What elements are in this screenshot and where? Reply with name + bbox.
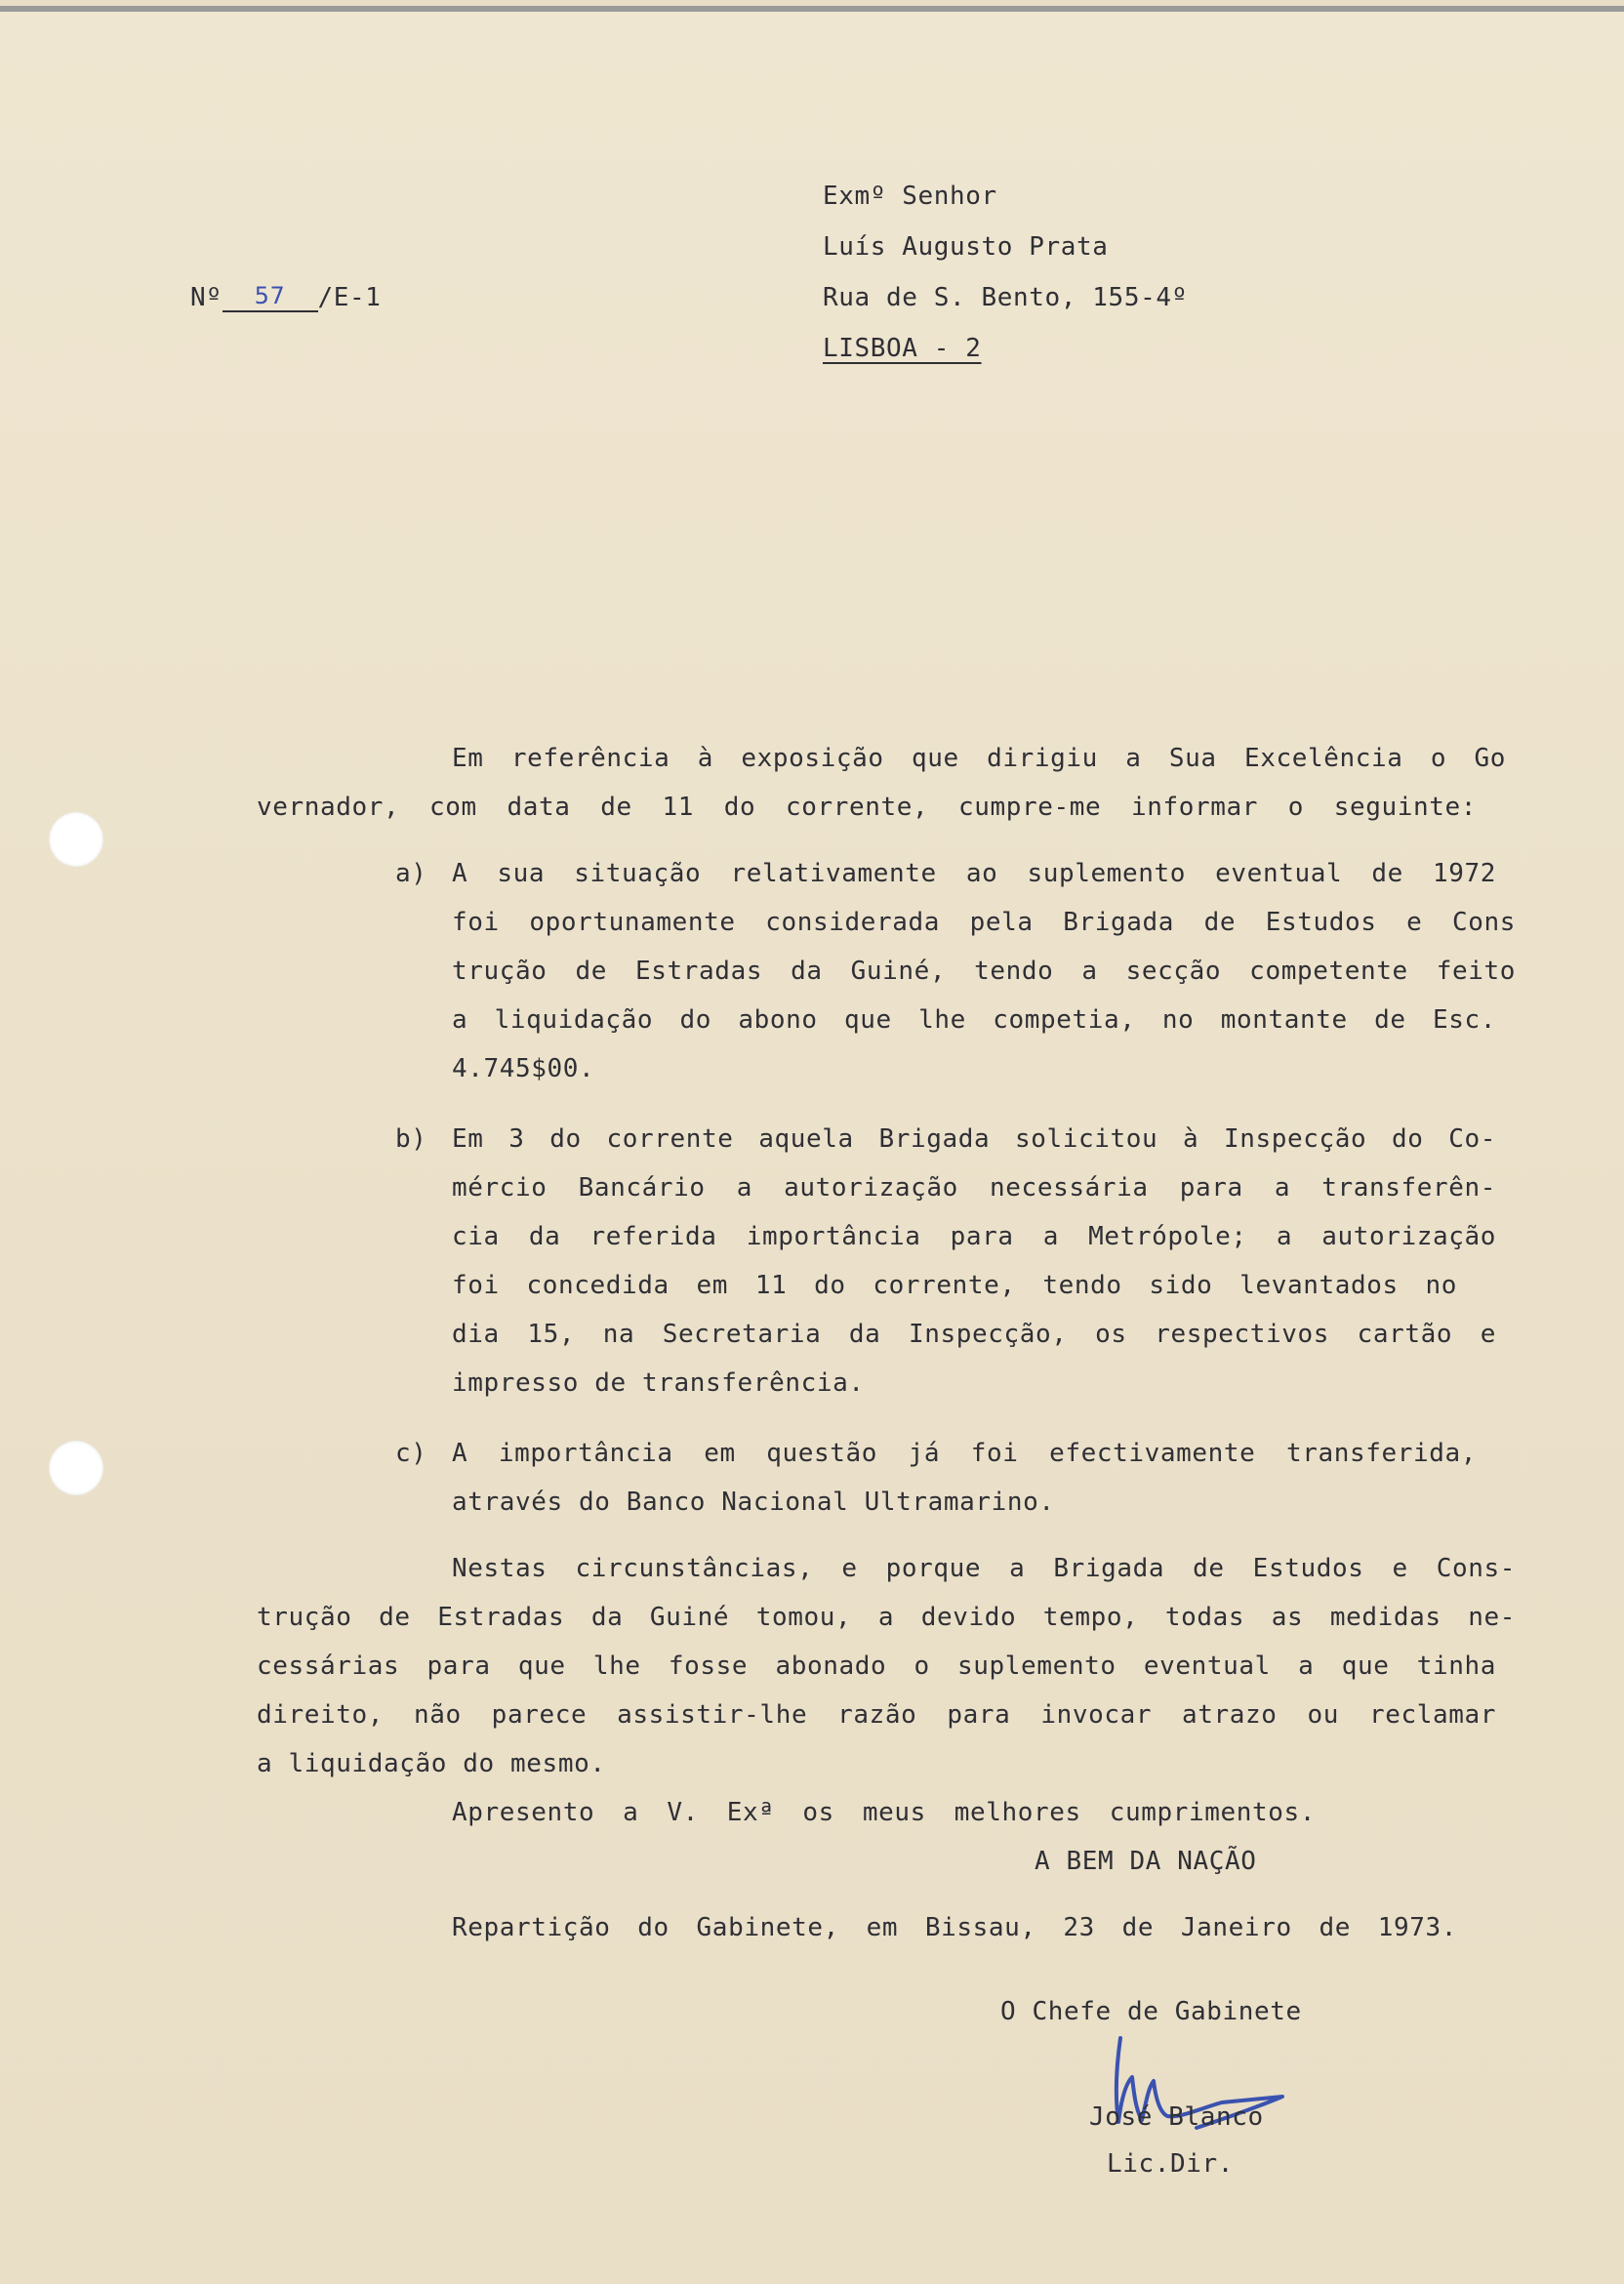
list-item-label: b) — [395, 1124, 427, 1154]
signatory-title: O Chefe de Gabinete — [1000, 1997, 1302, 2026]
list-item-line: impresso de transferência. — [452, 1368, 865, 1398]
reference-number-field — [223, 281, 318, 312]
conclusion-line: direito, não parece assistir-lhe razão para invocar atrazo ou reclamar — [257, 1700, 1496, 1730]
list-item-line: 4.745$00. — [452, 1054, 595, 1083]
conclusion-line: cessárias para que lhe fosse abonado o suplemento eventual a que tinha — [257, 1652, 1496, 1681]
list-item-label: a) — [395, 859, 427, 888]
list-item-line: cia da referida importância para a Metrópole; a autorização — [452, 1222, 1496, 1251]
address-name: Luís Augusto Prata — [823, 232, 1109, 262]
list-item-line: foi oportunamente considerada pela Brigada de Estudos e Cons — [452, 908, 1516, 937]
motto: A BEM DA NAÇÃO — [1035, 1847, 1257, 1876]
list-item-line: através do Banco Nacional Ultramarino. — [452, 1488, 1055, 1517]
signatory-qualification: Lic.Dir. — [1107, 2149, 1235, 2179]
list-item-label: c) — [395, 1439, 427, 1468]
punch-hole-top — [49, 812, 103, 867]
conclusion-line: trução de Estradas da Guiné tomou, a devido tempo, todas as medidas ne- — [257, 1603, 1516, 1632]
list-item-line: A importância em questão já foi efectivamente transferida, — [452, 1439, 1477, 1468]
reference-handwritten-number: 57 — [254, 282, 286, 309]
list-item-line: A sua situação relativamente ao suplemento eventual de 1972 — [452, 859, 1496, 888]
signatory-name: José Blanco — [1089, 2102, 1264, 2132]
address-street: Rua de S. Bento, 155-4º — [823, 283, 1188, 312]
place-date: Repartição do Gabinete, em Bissau, 23 de Janeiro de 1973. — [452, 1913, 1457, 1942]
intro-line: Em referência à exposição que dirigiu a Sua Excelência o Go — [452, 744, 1506, 773]
list-item-line: mércio Bancário a autorização necessária para a transferên- — [452, 1173, 1496, 1203]
reference-number — [190, 283, 382, 314]
list-item-line: foi concedida em 11 do corrente, tendo sido levantados no — [452, 1271, 1457, 1300]
closing-line: Apresento a V. Exª os meus melhores cumprimentos. — [452, 1798, 1316, 1827]
address-city: LISBOA - 2 — [823, 334, 982, 363]
conclusion-line: Nestas circunstâncias, e porque a Brigada de Estudos e Cons- — [452, 1554, 1516, 1583]
list-item-line: trução de Estradas da Guiné, tendo a secção competente feito — [452, 957, 1516, 986]
conclusion-line: a liquidação do mesmo. — [257, 1749, 606, 1778]
list-item-line: dia 15, na Secretaria da Inspecção, os respectivos cartão e — [452, 1320, 1496, 1349]
address-salutation: Exmº Senhor — [823, 182, 997, 211]
intro-line: vernador, com data de 11 do corrente, cumpre-me informar o seguinte: — [257, 793, 1477, 822]
reference-suffix: /E-1 — [317, 283, 382, 312]
punch-hole-bottom — [49, 1441, 103, 1495]
list-item-line: a liquidação do abono que lhe competia, no montante de Esc. — [452, 1005, 1496, 1035]
list-item-line: Em 3 do corrente aquela Brigada solicitou à Inspecção do Co- — [452, 1124, 1496, 1154]
letter-page — [0, 6, 1624, 2284]
reference-prefix: Nº — [190, 283, 223, 312]
page-top-edge — [0, 6, 1624, 12]
